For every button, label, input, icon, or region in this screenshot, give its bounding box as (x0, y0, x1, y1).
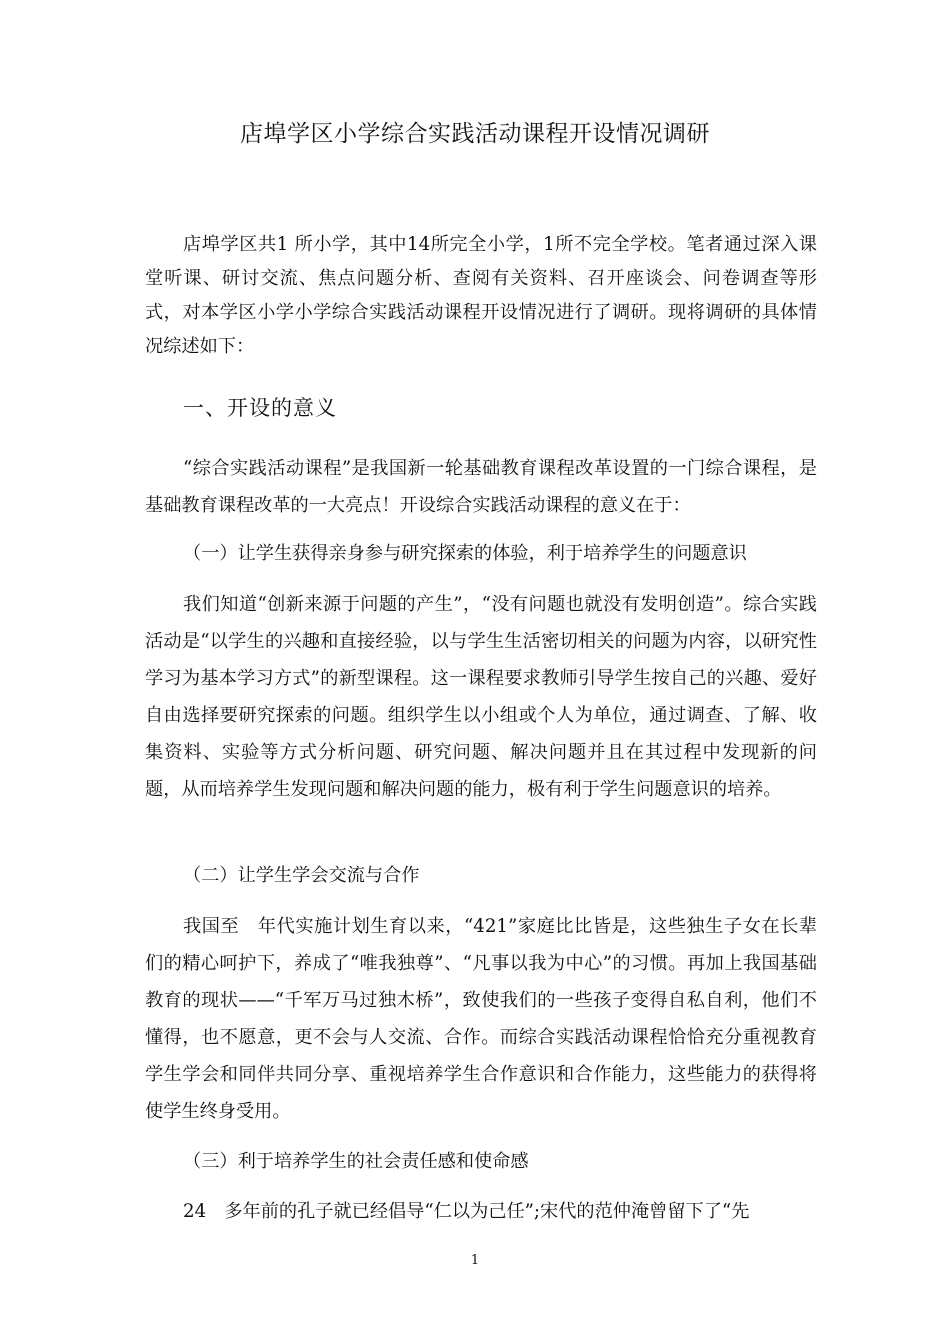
section1-paragraph-container (145, 450, 817, 524)
intro-paragraph: 店埠学区共1 所小学，其中14所完全小学，1所不完全学校。笔者通过深入课堂听课、研讨交流、焦点问题分析、查阅有关资料、召开座谈会、问卷调查等形式，对本学区小学小学综合实践活动课程开设情况进行了调研。现将调研的具体情况综述如下： (145, 234, 817, 357)
subsection2-paragraph-container (145, 908, 817, 1130)
subsection1-heading: （一）让学生获得亲身参与研究探索的体验，利于培养学生的问题意识 (183, 543, 747, 564)
subsection2-paragraph: 我国至 年代实施计划生育以来，“421”家庭比比皆是，这些独生子女在长辈们的精心呵护下，养成了“唯我独尊”、“凡事以我为中心”的习惯。再加上我国基础教育的现状——“千军万马过独木桥”，致使我们的一些孩子变得自私自利，他们不懂得，也不愿意，更不会与人交流、合作。而综合实践活动课程恰恰充分重视教育学生学会和同伴共同分享、重视培养学生合作意识和合作能力，这些能力的获得将使学生终身受用。 (145, 916, 817, 1122)
subsection2-heading: （二）让学生学会交流与合作 (183, 865, 420, 886)
document-title: 店埠学区小学综合实践活动课程开设情况调研 (240, 121, 710, 147)
subsection3-paragraph: 24 多年前的孔子就已经倡导“仁以为己任”;宋代的范仲淹曾留下了“先 (183, 1201, 750, 1222)
page-number: 1 (470, 1253, 480, 1268)
subsection1-paragraph-container (145, 586, 817, 808)
section1-heading: 一、开设的意义 (183, 396, 337, 420)
intro-paragraph-container (145, 228, 817, 364)
subsection3-paragraph-container (145, 1193, 817, 1230)
subsection3-heading: （三）利于培养学生的社会责任感和使命感 (183, 1151, 529, 1172)
subsection1-paragraph: 我们知道“创新来源于问题的产生”，“没有问题也就没有发明创造”。综合实践活动是“以学生的兴趣和直接经验，以与学生生活密切相关的问题为内容，以研究性学习为基本学习方式”的新型课程。这一课程要求教师引导学生按自己的兴趣、爱好自由选择要研究探索的问题。组织学生以小组或个人为单位，通过调查、了解、收集资料、实验等方式分析问题、研究问题、解决问题并且在其过程中发现新的问题，从而培养学生发现问题和解决问题的能力，极有利于学生问题意识的培养。 (145, 594, 817, 800)
section1-paragraph: “综合实践活动课程”是我国新一轮基础教育课程改革设置的一门综合课程，是基础教育课程改革的一大亮点！开设综合实践活动课程的意义在于： (145, 458, 817, 516)
